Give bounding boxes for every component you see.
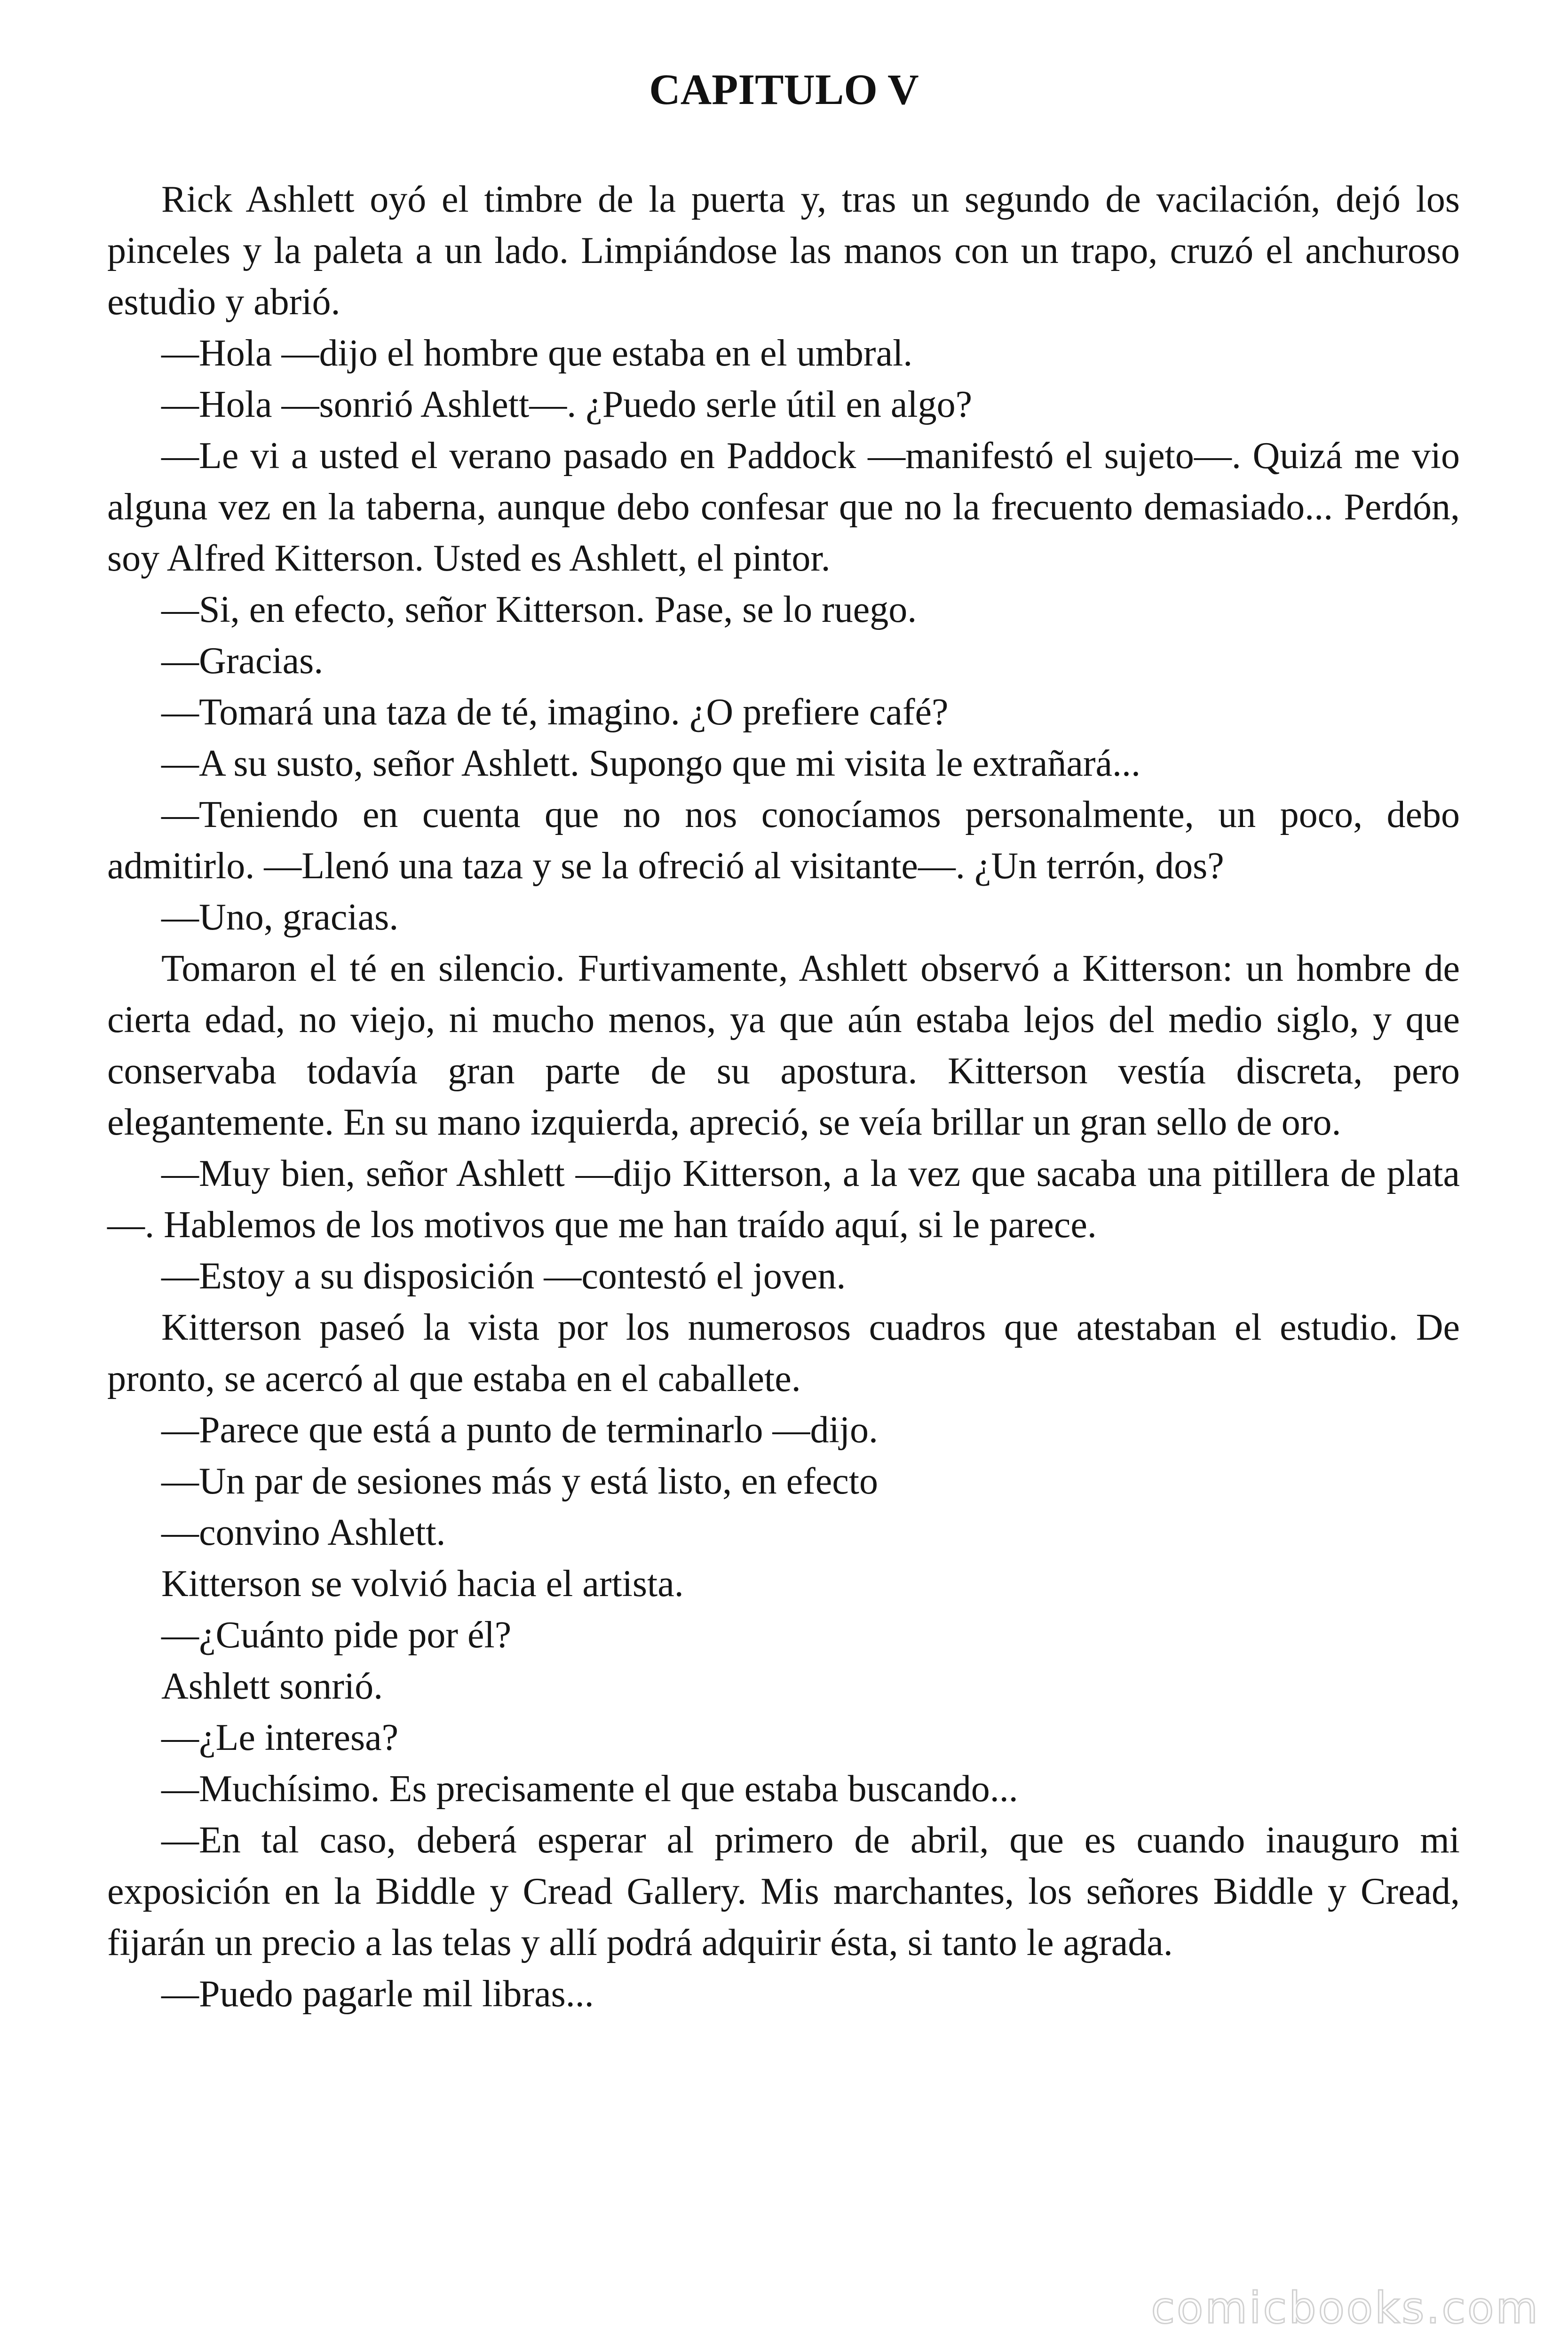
paragraph: Kitterson se volvió hacia el artista.: [161, 1563, 684, 1605]
paragraph: —Un par de sesiones más y está listo, en efecto: [161, 1461, 879, 1502]
chapter-body: [107, 174, 1460, 2020]
paragraph: —Parece que está a punto de terminarlo —dijo.: [161, 1409, 878, 1451]
paragraph: —En tal caso, deberá esperar al primero de abril, que es cuando inauguro mi exposición en la Biddle y Cread Gallery. Mis marchantes, los señores Biddle y Cread, fijarán un precio a las telas y allí podrá adquirir ésta, si tanto le agrada.: [107, 1820, 1460, 1963]
paragraph: —Estoy a su disposición —contestó el joven.: [161, 1255, 846, 1297]
paragraph: Kitterson paseó la vista por los numerosos cuadros que atestaban el estudio. De pronto, se acercó al que estaba en el caballete.: [107, 1307, 1460, 1399]
paragraph: —Hola —dijo el hombre que estaba en el umbral.: [161, 333, 913, 374]
paragraph: —Uno, gracias.: [161, 897, 399, 938]
paragraph: Tomaron el té en silencio. Furtivamente, Ashlett observó a Kitterson: un hombre de cierta edad, no viejo, ni mucho menos, ya que aún estaba lejos del medio siglo, y que conservaba todavía gran parte de su apostura. Kitterson vestía discreta, pero elegantemente. En su mano izquierda, apreció, se veía brillar un gran sello de oro.: [107, 948, 1460, 1143]
paragraph: —Muchísimo. Es precisamente el que estaba buscando...: [161, 1768, 1018, 1810]
paragraph: —Hola —sonrió Ashlett—. ¿Puedo serle útil en algo?: [161, 384, 973, 425]
paragraph: —Si, en efecto, señor Kitterson. Pase, se lo ruego.: [161, 589, 917, 630]
paragraph: —Puedo pagarle mil libras...: [161, 1973, 594, 2015]
watermark: comicbooks.com: [1151, 2283, 1540, 2333]
paragraph: —¿Le interesa?: [161, 1717, 399, 1758]
paragraph: Ashlett sonrió.: [161, 1666, 383, 1707]
chapter-title: CAPITULO V: [649, 65, 919, 113]
paragraph: —Tomará una taza de té, imagino. ¿O prefiere café?: [161, 691, 949, 733]
paragraph: —Muy bien, señor Ashlett —dijo Kitterson, a la vez que sacaba una pitillera de plata—. Hablemos de los motivos que me han traído aquí, si le parece.: [107, 1153, 1460, 1246]
paragraph: —Le vi a usted el verano pasado en Paddock —manifestó el sujeto—. Quizá me vio alguna vez en la taberna, aunque debo confesar que no la frecuento demasiado... Perdón, soy Alfred Kitterson. Usted es Ashlett, el pintor.: [107, 435, 1460, 579]
paragraph: —Teniendo en cuenta que no nos conocíamos personalmente, un poco, debo admitirlo. —Llenó una taza y se la ofreció al visitante—. ¿Un terrón, dos?: [107, 794, 1460, 887]
paragraph: —Gracias.: [161, 640, 324, 682]
paragraph: —¿Cuánto pide por él?: [161, 1614, 512, 1656]
paragraph: —convino Ashlett.: [161, 1512, 446, 1553]
paragraph: —A su susto, señor Ashlett. Supongo que mi visita le extrañará...: [161, 743, 1140, 784]
paragraph: Rick Ashlett oyó el timbre de la puerta y, tras un segundo de vacilación, dejó los pinceles y la paleta a un lado. Limpiándose las manos con un trapo, cruzó el anchuroso estudio y abrió.: [107, 179, 1460, 323]
